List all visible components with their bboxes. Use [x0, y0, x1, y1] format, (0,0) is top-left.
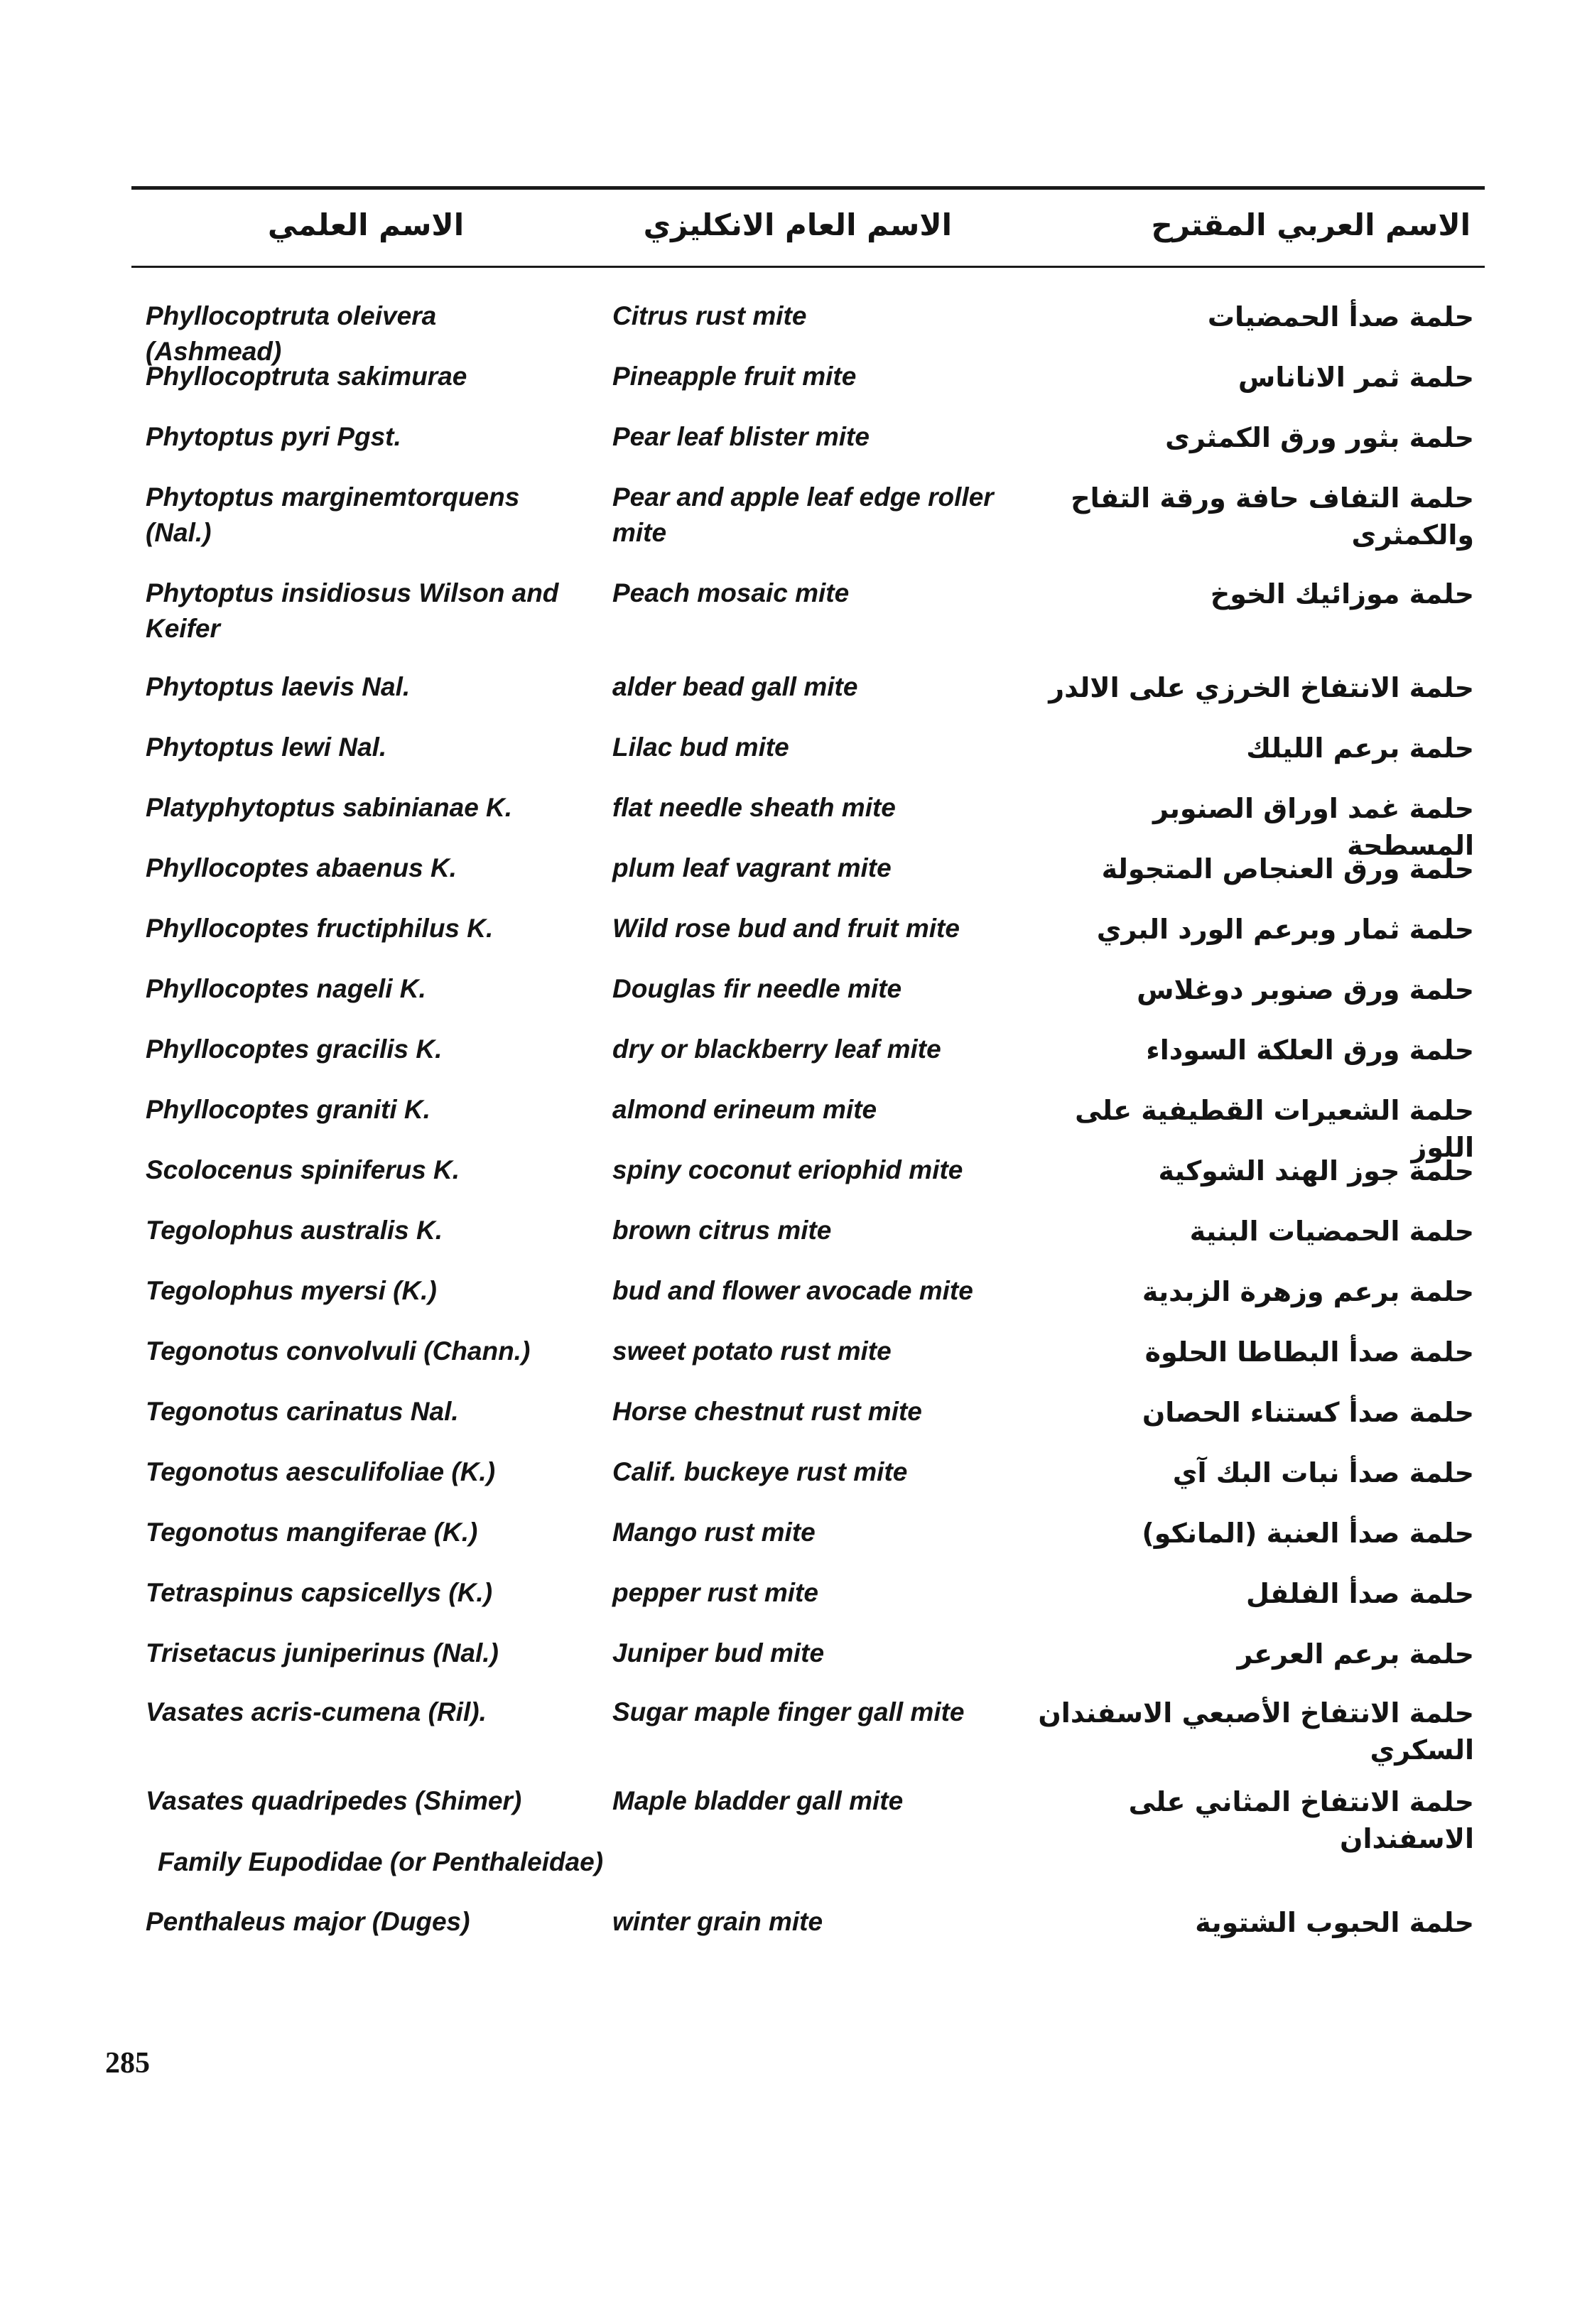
scientific-name-cell: Phytoptus marginemtorquens (Nal.) — [146, 482, 520, 547]
arabic-name-cell: حلمة ثمار وبرعم الورد البري — [1096, 914, 1474, 945]
english-name-cell: Mango rust mite — [612, 1518, 816, 1547]
scientific-name-cell: Phyllocoptes graniti K. — [146, 1095, 431, 1124]
arabic-name-cell: حلمة بثور ورق الكمثرى — [1165, 422, 1474, 453]
arabic-name-cell: حلمة الانتفاخ المثاني على الاسفندان — [1128, 1786, 1474, 1854]
english-name-cell: pepper rust mite — [612, 1578, 818, 1607]
arabic-name-cell: حلمة صدأ الحمضيات — [1207, 301, 1474, 333]
english-name-cell: brown citrus mite — [612, 1216, 832, 1245]
arabic-name-cell: حلمة الحبوب الشتوية — [1195, 1907, 1474, 1938]
header-english-name: الاسم العام الانكليزي — [643, 207, 952, 242]
scientific-name-cell: Tegolophus australis K. — [146, 1216, 443, 1245]
english-name-cell: alder bead gall mite — [612, 672, 858, 701]
english-name-cell: almond erineum mite — [612, 1095, 877, 1124]
arabic-name-cell: حلمة الانتفاخ الخرزي على الالدر — [1049, 672, 1474, 703]
english-name-cell: sweet potato rust mite — [612, 1336, 892, 1366]
english-name-cell: Pear and apple leaf edge roller mite — [612, 482, 994, 547]
scientific-name-cell: Phytoptus pyri Pgst. — [146, 422, 401, 451]
family-heading: Family Eupodidae (or Penthaleidae) — [158, 1847, 604, 1876]
scientific-name-cell: Tegonotus convolvuli (Chann.) — [146, 1336, 531, 1366]
scientific-name-cell: Tegonotus carinatus Nal. — [146, 1397, 459, 1426]
scientific-name-cell: Scolocenus spiniferus K. — [146, 1155, 460, 1184]
scientific-name-cell: Trisetacus juniperinus (Nal.) — [146, 1638, 499, 1668]
scientific-name-cell: Phytoptus insidiosus Wilson and Keifer — [146, 578, 559, 643]
arabic-name-cell: حلمة صدأ البطاطا الحلوة — [1144, 1336, 1474, 1368]
arabic-name-cell: حلمة موزائيك الخوخ — [1210, 578, 1474, 610]
scientific-name-cell: Tegonotus mangiferae (K.) — [146, 1518, 478, 1547]
english-name-cell: bud and flower avocade mite — [612, 1276, 973, 1305]
english-name-cell: Pineapple fruit mite — [612, 362, 857, 391]
scientific-name-cell: Phyllocoptes gracilis K. — [146, 1034, 443, 1064]
scientific-name-cell: Platyphytoptus sabinianae K. — [146, 793, 513, 822]
scientific-name-cell: Phyllocoptruta oleivera (Ashmead) — [146, 301, 437, 366]
english-name-cell: Lilac bud mite — [612, 733, 789, 762]
english-name-cell: plum leaf vagrant mite — [612, 853, 892, 882]
english-name-cell: flat needle sheath mite — [612, 793, 896, 822]
header-scientific-name: الاسم العلمي — [267, 207, 465, 242]
arabic-name-cell: حلمة التفاف حافة ورقة التفاح والكمثرى — [1071, 482, 1474, 551]
arabic-name-cell: حلمة الانتفاخ الأصبعي الاسفندان السكري — [1038, 1697, 1474, 1766]
scientific-name-cell: Phyllocoptes nageli K. — [146, 974, 426, 1003]
scientific-name-cell: Penthaleus major (Duges) — [146, 1907, 470, 1936]
arabic-name-cell: حلمة الحمضيات البنية — [1189, 1216, 1474, 1247]
english-name-cell: Horse chestnut rust mite — [612, 1397, 922, 1426]
english-name-cell: winter grain mite — [612, 1907, 823, 1936]
scientific-name-cell: Phytoptus laevis Nal. — [146, 672, 411, 701]
arabic-name-cell: حلمة جوز الهند الشوكية — [1158, 1155, 1474, 1187]
english-name-cell: spiny coconut eriophid mite — [612, 1155, 963, 1184]
english-name-cell: Sugar maple finger gall mite — [612, 1697, 965, 1726]
scientific-name-cell: Tegolophus myersi (K.) — [146, 1276, 437, 1305]
arabic-name-cell: حلمة غمد اوراق الصنوبر المسطحة — [1153, 793, 1474, 861]
scientific-name-cell: Phyllocoptes abaenus K. — [146, 853, 457, 882]
arabic-name-cell: حلمة برعم الليلك — [1246, 733, 1474, 764]
english-name-cell: Wild rose bud and fruit mite — [612, 914, 960, 943]
scientific-name-cell: Phyllocoptruta sakimurae — [146, 362, 467, 391]
english-name-cell: dry or blackberry leaf mite — [612, 1034, 941, 1064]
scientific-name-cell: Tegonotus aesculifoliae (K.) — [146, 1457, 496, 1486]
arabic-name-cell: حلمة ورق صنوبر دوغلاس — [1137, 974, 1474, 1005]
scientific-name-cell: Tetraspinus capsicellys (K.) — [146, 1578, 493, 1607]
arabic-name-cell: حلمة ورق العنجاص المتجولة — [1101, 853, 1474, 885]
english-name-cell: Citrus rust mite — [612, 301, 807, 330]
scientific-name-cell: Phyllocoptes fructiphilus K. — [146, 914, 494, 943]
arabic-name-cell: حلمة صدأ الفلفل — [1246, 1578, 1474, 1609]
header-arabic-name: الاسم العربي المقترح — [1151, 207, 1471, 242]
arabic-name-cell: حلمة صدأ نبات البك آي — [1172, 1457, 1474, 1488]
arabic-name-cell: حلمة برعم وزهرة الزبدية — [1142, 1276, 1474, 1307]
table-header-rule — [131, 266, 1485, 268]
scientific-name-cell: Vasates quadripedes (Shimer) — [146, 1786, 522, 1815]
table-top-rule — [131, 186, 1485, 190]
page-number: 285 — [105, 2047, 150, 2080]
english-name-cell: Douglas fir needle mite — [612, 974, 902, 1003]
arabic-name-cell: حلمة ثمر الاناناس — [1238, 362, 1474, 393]
arabic-name-cell: حلمة صدأ كستناء الحصان — [1142, 1397, 1474, 1428]
english-name-cell: Peach mosaic mite — [612, 578, 850, 607]
arabic-name-cell: حلمة صدأ العنبة (المانكو) — [1142, 1518, 1474, 1549]
scientific-name-cell: Vasates acris-cumena (Ril). — [146, 1697, 487, 1726]
english-name-cell: Pear leaf blister mite — [612, 422, 870, 451]
arabic-name-cell: حلمة ورق العلكة السوداء — [1146, 1034, 1474, 1066]
english-name-cell: Juniper bud mite — [612, 1638, 825, 1668]
arabic-name-cell: حلمة الشعيرات القطيفية على اللوز — [1075, 1095, 1474, 1163]
english-name-cell: Calif. buckeye rust mite — [612, 1457, 908, 1486]
scientific-name-cell: Phytoptus lewi Nal. — [146, 733, 387, 762]
arabic-name-cell: حلمة برعم العرعر — [1237, 1638, 1474, 1670]
english-name-cell: Maple bladder gall mite — [612, 1786, 904, 1815]
